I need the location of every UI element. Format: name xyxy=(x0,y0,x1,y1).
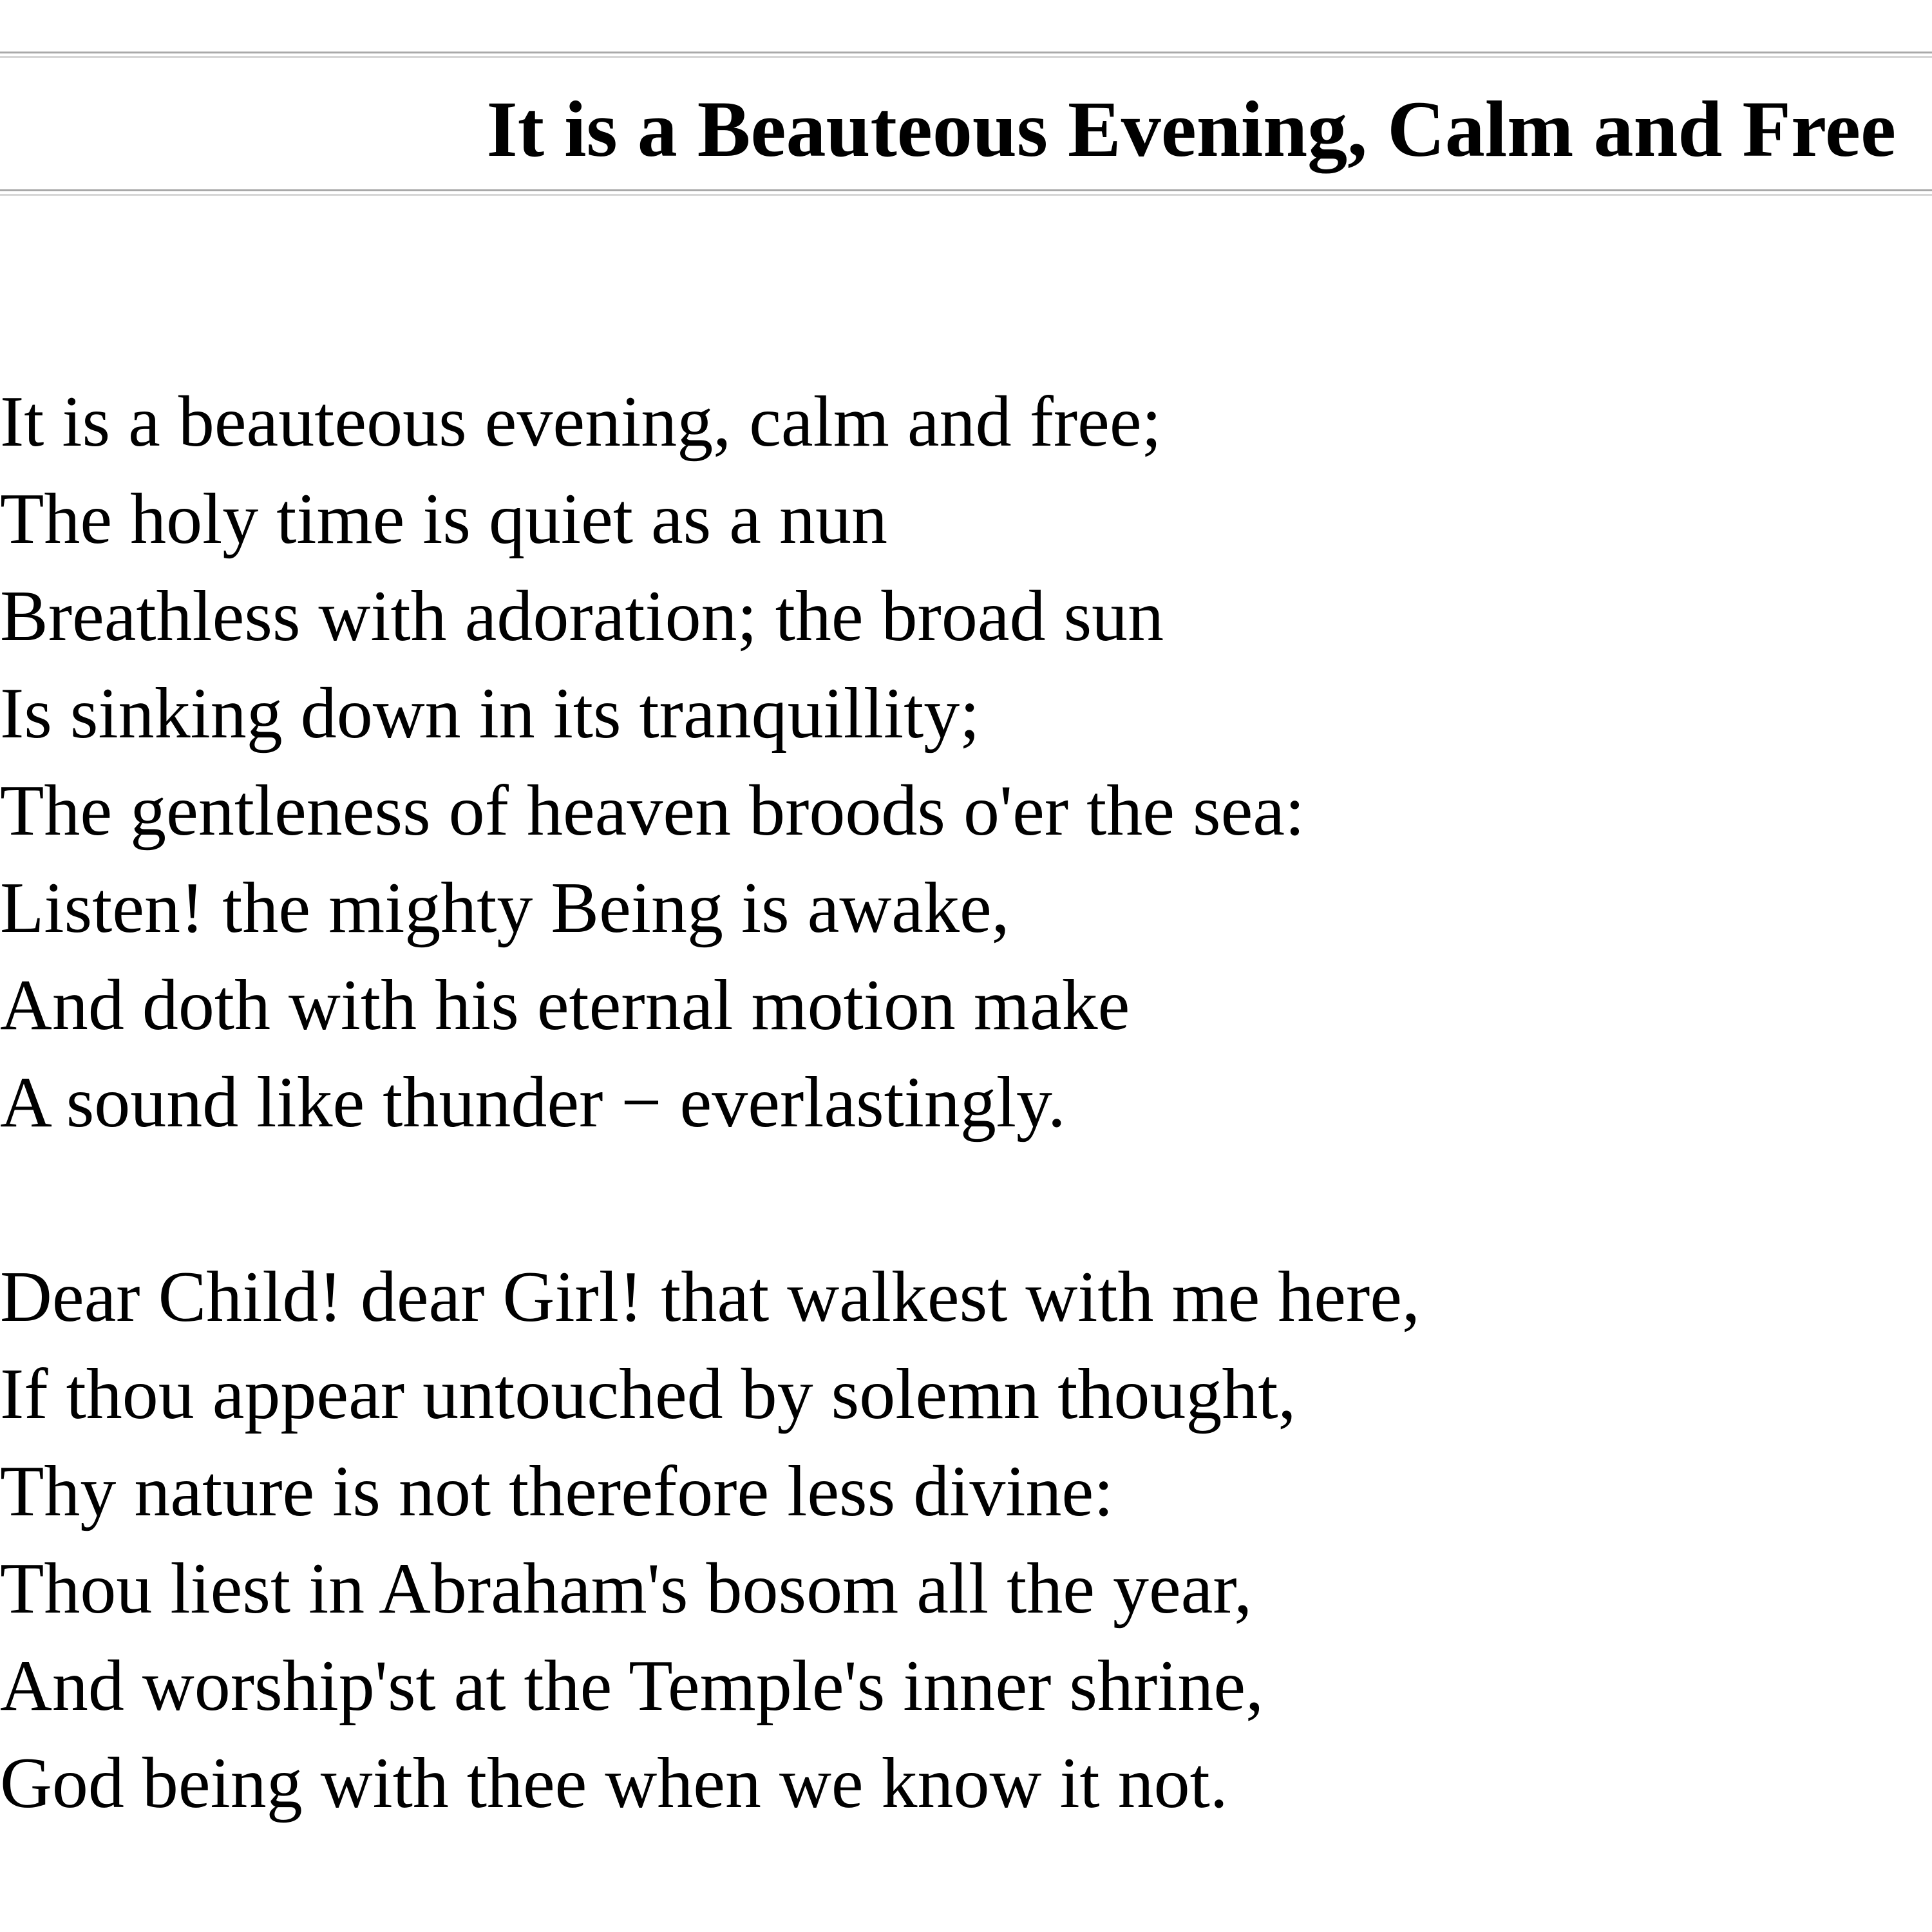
poem-line: It is a beauteous evening, calm and free; xyxy=(0,382,1162,462)
poem-line: The holy time is quiet as a nun xyxy=(0,479,887,559)
poem-body xyxy=(0,374,1420,1832)
poem-line: And worship'st at the Temple's inner shrine, xyxy=(0,1646,1264,1726)
poem-line: The gentleness of heaven broods o'er the sea: xyxy=(0,771,1305,851)
poem-line: Thy nature is not therefore less divine: xyxy=(0,1452,1114,1531)
poem-line: Breathless with adoration; the broad sun xyxy=(0,576,1164,656)
poem-line: If thou appear untouched by solemn thought, xyxy=(0,1354,1296,1434)
poem-line: Dear Child! dear Girl! that walkest with me here, xyxy=(0,1257,1420,1337)
poem-line: Listen! the mighty Being is awake, xyxy=(0,868,1010,948)
poem-line: Thou liest in Abraham's bosom all the year, xyxy=(0,1549,1253,1629)
poem-line: Is sinking down in its tranquillity; xyxy=(0,674,980,753)
stanza-2 xyxy=(0,1249,1420,1832)
poem-line: God being with thee when we know it not. xyxy=(0,1743,1228,1823)
stanza-1 xyxy=(0,374,1420,1151)
poem-line: A sound like thunder − everlastingly. xyxy=(0,1063,1066,1142)
bottom-divider xyxy=(0,189,1932,196)
poem-title: It is a Beauteous Evening, Calm and Free xyxy=(486,85,1896,173)
top-divider xyxy=(0,52,1932,58)
poem-line: And doth with his eternal motion make xyxy=(0,965,1130,1045)
